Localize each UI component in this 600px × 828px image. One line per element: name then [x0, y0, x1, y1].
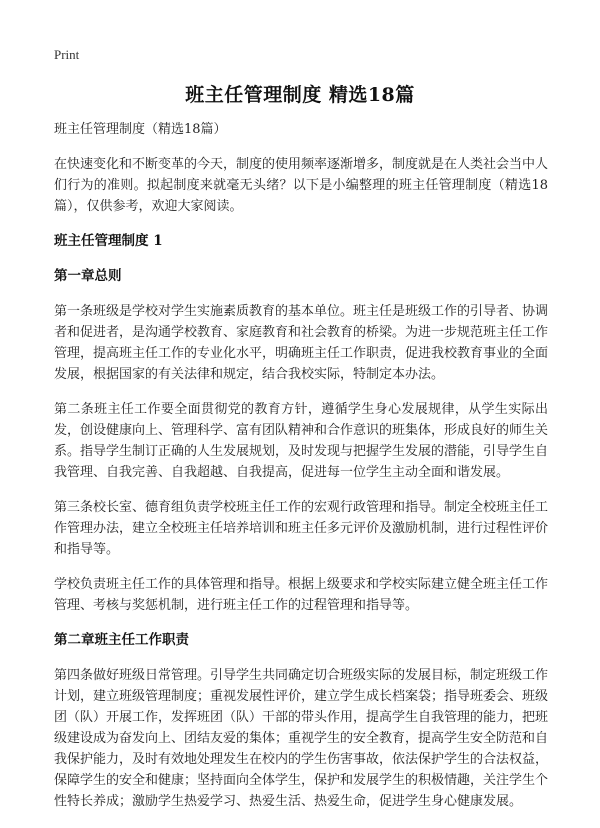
page-title: 班主任管理制度 精选18篇: [185, 84, 415, 106]
chapter-heading: 第一章总则: [54, 268, 122, 284]
paragraph: 第三条校长室、德育组负责学校班主任工作的宏观行政管理和指导。制定全校班主任工作管理办法，建立全校班主任培养培训和班主任多元评价及激励机制，进行过程性评价和指导等。: [54, 500, 549, 557]
paragraph: 第二条班主任工作要全面贯彻党的教育方针，遵循学生身心发展规律，从学生实际出发，创设健康向上、管理科学、富有团队精神和合作意识的班集体，形成良好的师生关系。指导学生制订正确的人生发展规划，及时发现与把握学生发展的潜能，引导学生自我管理、自我完善、自我超越、自我提高，促进每一位学生主动全面和谐发展。: [54, 402, 549, 480]
paragraph: 第四条做好班级日常管理。引导学生共同确定切合班级实际的发展目标，制定班级工作计划，建立班级管理制度；重视发展性评价，建立学生成长档案袋；指导班委会、班级团（队）开展工作，发挥班团（队）干部的带头作用，提高学生自我管理的能力，把班级建设成为奋发向上、团结友爱的集体；重视学生的安全教育，提高学生安全防范和自我保护能力，及时有效地处理发生在校内的学生伤害事故，依法保护学生的合法权益，保障学生的安全和健康；坚持面向全体学生，保护和发展学生的积极情趣，关注学生个性特长养成；激励学生热爱学习、热爱生活、热爱生命，促进学生身心健康发展。: [54, 668, 549, 809]
subtitle: 班主任管理制度（精选18篇）: [54, 122, 227, 137]
paragraph: 第一条班级是学校对学生实施素质教育的基本单位。班主任是班级工作的引导者、协调者和促进者，是沟通学校教育、家庭教育和社会教育的桥梁。为进一步规范班主任工作管理，提高班主任工作的专业化水平，明确班主任工作职责，促进我校教育事业的全面发展，根据国家的有关法律和规定，结合我校实际，特制定本办法。: [54, 304, 549, 382]
paragraph: 学校负责班主任工作的具体管理和指导。根据上级要求和学校实际建立健全班主任工作管理、考核与奖惩机制，进行班主任工作的过程管理和指导等。: [54, 577, 549, 613]
section-heading: 班主任管理制度 1: [54, 233, 163, 249]
print-link[interactable]: Print: [54, 47, 80, 62]
chapter-heading: 第二章班主任工作职责: [54, 632, 189, 648]
article-body: [54, 119, 548, 826]
intro-paragraph: 在快速变化和不断变革的今天，制度的使用频率逐渐增多，制度就是在人类社会当中人们行为的准则。拟起制度来就毫无头绪？以下是小编整理的班主任管理制度（精选18篇），仅供参考，欢迎大家阅读。: [54, 157, 549, 214]
